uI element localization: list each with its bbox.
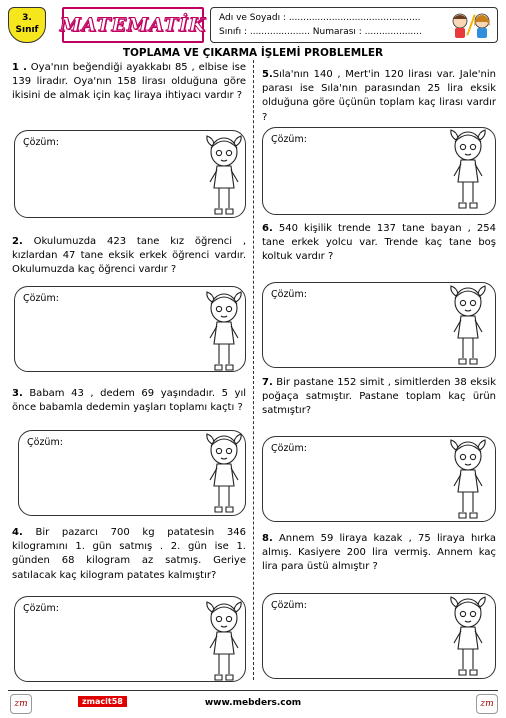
page-title: TOPLAMA VE ÇIKARMA İŞLEMİ PROBLEMLER [122, 47, 384, 59]
footer-divider [8, 690, 498, 691]
girl-illustration-icon [202, 288, 246, 374]
question-3: 3. Babam 43 , dedem 69 yaşındadır. 5 yıl önce babamla dedemin yaşları toplamı kaçtı ? [12, 388, 246, 414]
grade-badge [8, 7, 46, 43]
girl-illustration-icon [446, 126, 490, 212]
solution-label: Çözüm: [271, 134, 307, 145]
name-field: Adı ve Soyadı : .............................................. [219, 13, 421, 23]
solution-label: Çözüm: [27, 437, 63, 448]
solution-label: Çözüm: [23, 293, 59, 304]
question-4: 4. Bir pazarcı 700 kg patatesin 346 kilogramını 1. gün satmış . 2. gün ise 1. günden 68 kilogram az satmış. Geriye satılacak kaç kilogram patates kalmıştır? [12, 527, 246, 581]
solution-label: Çözüm: [271, 600, 307, 611]
class-number-field: Sınıfı : ..................... Numarası : .................... [219, 27, 422, 37]
solution-label: Çözüm: [271, 443, 307, 454]
girl-illustration-icon [202, 132, 246, 218]
question-5: 5.Sıla'nın 140 , Mert'in 120 lirası var. Jale'nin parası ise Sıla'nın parasından 25 lira eksik olduğuna göre üçünün toplam kaç lirası vardır ? [262, 69, 496, 123]
girl-illustration-icon [446, 593, 490, 679]
girl-illustration-icon [202, 430, 246, 516]
girl-illustration-icon [446, 282, 490, 368]
solution-label: Çözüm: [23, 603, 59, 614]
subject-box [59, 7, 207, 43]
website-link[interactable]: www.mebders.com [204, 698, 302, 708]
author-tag: zmacit58 [78, 696, 127, 707]
grade-number: 3. [22, 13, 32, 23]
girl-illustration-icon [202, 598, 246, 684]
question-7: 7. Bir pastane 152 simit , simitlerden 38 eksik poğaça satmıştır. Pastane toplam kaç ürün satmıştır? [262, 377, 496, 417]
question-1: 1 . Oya'nın beğendiği ayakkabı 85 , elbise ise 139 liradır. Oya'nın 158 lirası olduğuna göre ikisini de almak için kaç liraya ihtiyacı vardır ? [12, 62, 246, 102]
question-2: 2. Okulumuzda 423 tane kız öğrenci , kızlardan 47 tane eksik erkek öğrenci vardır. Okulumuzda kaç öğrenci vardır ? [12, 236, 246, 276]
question-8: 8. Annem 59 liraya kazak , 75 liraya hırka almış. Kasiyere 200 lira vermiş. Annem kaç lira para üstü almıştır ? [262, 533, 496, 573]
subject-title: MATEMATİK [59, 14, 207, 36]
footer-logo-right: zm [476, 694, 498, 714]
solution-label: Çözüm: [271, 289, 307, 300]
girl-illustration-icon [446, 436, 490, 522]
footer-logo-left: zm [10, 694, 32, 714]
question-6: 6. 540 kişilik trende 137 tane bayan , 254 tane erkek yolcu var. Trende kaç tane boş koltuk vardır ? [262, 223, 496, 263]
column-divider [253, 60, 254, 680]
grade-label: Sınıf [15, 25, 39, 35]
solution-label: Çözüm: [23, 137, 59, 148]
kids-icon [446, 10, 498, 40]
